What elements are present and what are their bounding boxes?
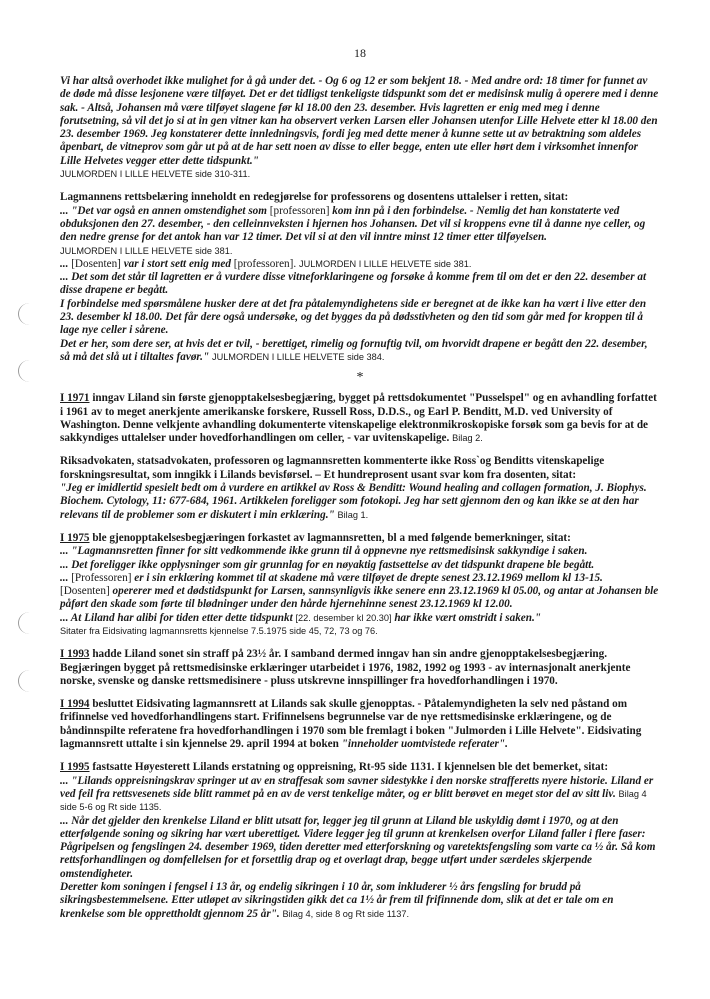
inline-quote: "inneholder uomtvistede referater". (341, 738, 508, 751)
paragraph-1993 (60, 648, 660, 688)
paragraph-1994 (60, 698, 660, 751)
bracket-insert: [Dosenten] (60, 585, 110, 598)
appendix-reference: Bilag 2. (452, 433, 483, 444)
bracket-insert: [Professoren] (71, 571, 132, 584)
supreme-court-quote-2: ... Når det gjelder den krenkelse Liland er blitt utsatt for, legger jeg til grunn at Liland ble uskyldig dømt i 1970, og at den etterfølgende soning og sikring har vært uberettiget. Videre legger jeg til grunn at krenkelsen overfor Liland faller i flere faser: Pågripelsen og fengslingen 24. desember 1969, tiden deretter med etterforskning og varetektsfengsling som varte ca ½ år. Så kom rettsforhandlingen og domfellelsen for et forsettlig drap og et overlagt drap, begge utført under særdeles skjerpende omstendigheter. (60, 814, 656, 880)
lagmann-intro: Lagmannens rettsbelæring inneholdt en redegjørelse for professorens og dosentens uttalelser i retten, sitat: (60, 191, 569, 204)
ruling-quote-5-cont: har ikke vært omstridt i saken." (391, 611, 542, 624)
bracket-insert: [professoren] (269, 204, 330, 217)
ruling-quote-3: er i sin erklæring kommet til at skadene må være tilføyet de drepte senest 23.12.1969 mellom kl 13-15. (131, 571, 603, 584)
year-heading: I 1971 (60, 392, 90, 405)
lagmann-quote-3: ... Det som det står til lagretten er å vurdere disse vitneforklaringene og forsøke å komme frem til om det er den 22. desember at disse drapene er begått. (60, 271, 647, 297)
paragraph-1971 (60, 392, 660, 445)
lagmann-quote-1: ... "Det var også en annen omstendighet som (60, 204, 270, 217)
quote-reference: JULMORDEN I LILLE HELVETE side 310-311. (60, 169, 251, 180)
paragraph-text: inngav Liland sin første gjenopptakelsesbegjæring, bygget på rettsdokumentet "Pusselspel" og en avhandling forfattet i 1961 av to meget anerkjente amerikanske forskere, Russell Ross, D.D.S., og Earl P. Benditt, M.D. ved University of Washington. Denne velkjente avhandling dokumenterte vitenskapelige elektronmikroskopiske forsøk som ga bevis for at de sakkyndiges uttalelser under hovedforhandlingen om celler, - var uvitenskapelige. (60, 392, 657, 445)
ruling-quote-2: ... Det foreligger ikke opplysninger som gir grunnlag for en nøyaktig fastsettelse av det tidspunkt drapene ble begått. (60, 558, 595, 571)
bracket-insert: [professoren]. (233, 257, 297, 270)
ruling-quote-1: ... "Lagmannsretten finner for sitt vedkommende ikke grunn til å oppnevne nye rettsmedisinsk sakkyndige i saken. (60, 545, 588, 558)
quote-reference: JULMORDEN I LILLE HELVETE side 381. (60, 245, 233, 256)
paragraph-text: hadde Liland sonet sin straff på 23½ år. I samband dermed inngav han sin andre gjenopptakelsesbegjæring. Begjæringen bygget på rettsmedisinske erklæringer utarbeidet i 1976, 1982, 1992 og 1993 - av internasjonalt anerkjente norske, svenske og danske rettsmedisinere - pluss utskrevne innspillinger fra hovedforhandlingen i 1970. (60, 648, 631, 687)
quote-text: Vi har altså overhodet ikke mulighet for å gå under det. - Og 6 og 12 er som bekjent 18. - Med andre ord: 18 timer for funnet av de døde må disse lesjonene være tilføyet. Det er det tidligst tenkeligste tidspunkt som det er medisinsk mulig å operere med i denne sak. - Altså, Johansen må være tilføyet slagene før kl 18.00 den 23. desember. Hvis lagretten er enig med meg i denne forutsetning, så vil det jo si at in gen vitner kan ha observert verken Larsen eller Johansen utenfor Lille Helvete etter kl 18.00 den 23. desember 1969. Jeg konstaterer dette innledningsvis, fordi jeg med dette mener å kunne sette ut av betraktning som aldeles åpenbart, de vitneprov som går ut på at de har sett noen av disse to eller begge, enten ute eller hørt dem i virksomhet innenfor Lille Helvetes vegger etter dette tidspunkt." (60, 75, 659, 167)
paragraph-text: ble gjenopptakelsesbegjæringen forkastet av lagmannsretten, bl a med følgende bemerkninger, sitat: (89, 531, 571, 544)
appendix-reference: Bilag 1. (337, 509, 369, 520)
paragraph-1995 (60, 761, 660, 921)
ruling-quote-5: ... At Liland har alibi for tiden etter dette tidspunkt (60, 611, 296, 624)
ruling-quote-4: opererer med et dødstidspunkt for Larsen, sannsynligvis ikke senere enn 23.12.1969 kl 05.00, og antar at Johansen ble påført den skade som førte til blødninger under den hårde hjernehinne senest 23.12.1969 kl 12.00. (60, 585, 659, 611)
lagmann-quote-5: Det er her, som dere ser, at hvis det er tvil, - berettiget, rimelig og fornuftig tvil, om hvorvidt drapene er begått den 22. desember, så må det slå ut i tiltaltes favør." (60, 337, 648, 363)
lagmann-paragraph (60, 191, 660, 364)
punch-hole-mark (18, 360, 41, 382)
document-page (60, 46, 660, 931)
paragraph-text: Riksadvokaten, statsadvokaten, professoren og lagmannsretten kommenterte ikke Ross`og Benditts vitenskapelige forskningsresultat, som inngikk i Lilands bevisførsel. – Et hundreprosent usant svar kom fra dosenten, sitat: (60, 455, 605, 481)
punch-hole-mark (18, 670, 41, 692)
punch-hole-mark (18, 612, 41, 634)
appendix-reference: Bilag 4, side 8 og Rt side 1137. (282, 908, 410, 919)
year-heading: I 1995 (60, 761, 90, 774)
year-heading: I 1993 (60, 648, 90, 661)
paragraph-1975 (60, 532, 660, 638)
year-heading: I 1994 (60, 698, 90, 711)
quote-block-intro (60, 75, 660, 181)
paragraph-riksadvokat (60, 455, 660, 521)
bracket-insert: [Dosenten] (71, 257, 121, 270)
quote-reference: JULMORDEN I LILLE HELVETE side 384. (211, 351, 385, 362)
year-heading: I 1975 (60, 531, 90, 544)
paragraph-text: fastsatte Høyesterett Lilands erstatning og oppreisning, Rt-95 side 1131. I kjennelsen ble det bemerket, sitat: (89, 761, 609, 774)
ellipsis: ... (60, 257, 72, 270)
appendix-reference: Bilag 4 side 5-6 og Rt side 1135. (60, 788, 647, 813)
bracket-insert: [22. desember kl 20.30] (295, 612, 392, 623)
quote-reference: JULMORDEN I LILLE HELVETE side 381. (298, 258, 472, 269)
page-number: 18 (354, 46, 366, 60)
punch-hole-mark (18, 303, 41, 325)
lagmann-quote-1-cont: kom inn på i den forbindelse. - Nemlig det han konstaterte ved obduksjonen den 27. desember, - den celleinnveksten i hjernen hos Johansen. Det vil si kroppens evne til å danne nye celler, og den nedre grense for det antok han var 12 timer. Det vil si at den vil inntre minst 12 timer etter tilføyelsen. (60, 204, 646, 244)
ellipsis: ... (60, 571, 72, 584)
dosent-quote: "Jeg er imidlertid spesielt bedt om å vurdere en artikkel av Ross & Benditt: Wound healing and collagen formation, J. Biophys. Biochem. Cytology, 11: 677-684, 1961. Artikkelen foreligger som fotokopi. Jeg har sett gjennom den og kan ikke se at den har relevans til de problemer som er diskutert i min erklæring." (60, 482, 647, 521)
paragraph-text: besluttet Eidsivating lagmannsrett at Lilands sak skulle gjenopptas. - Påtalemyndigheten la selv ned påstand om frifinnelse ved hovedforhandlingens start. Frifinnelsens begrunnelse var de nye rettsmedisinske erklæringene, og de båndinnspilte referatene fra hovedforhandlingen i 1970 som ble fremlagt i boken "Julmorden i Lille Helvete". Eidsivating lagmannsrett uttalte i sin kjennelse 29. april 1994 at boken (60, 698, 642, 751)
supreme-court-quote-1: ... "Lilands oppreisningskrav springer ut av en straffesak som savner sidestykke i den norske strafferetts nyere historie. Liland er ved feil fra rettsvesenets side blitt rammet på en av de verst tenkelige måter, og er blitt berøvet en meget stor del av sitt liv. (60, 774, 654, 800)
section-separator: * (356, 370, 364, 386)
source-reference: Sitater fra Eidsivating lagmannsretts kjennelse 7.5.1975 side 45, 72, 73 og 76. (60, 625, 378, 636)
lagmann-quote-2: var i stort sett enig med (120, 257, 234, 270)
supreme-court-quote-3: Deretter kom soningen i fengsel i 13 år, og endelig sikringen i 10 år, som inkluderer ½ års fengsling for brudd på sikringsbestemmelsene. Etter utløpet av sikringstiden gikk det ca 1½ år frem til frifinnende dom, slik at det er tale om en krenkelse som ble opprettholdt gjennom 25 år". (60, 881, 614, 920)
lagmann-quote-4: I forbindelse med spørsmålene husker dere at det fra påtalemyndighetens side er beregnet at de ikke kan ha vært i live etter den 23. desember kl 18.00. Det får dere også undersøke, og det bygges da på dødsstivheten og den tid som går med for kroppen til å lage nye celler i sårene. (60, 297, 647, 337)
